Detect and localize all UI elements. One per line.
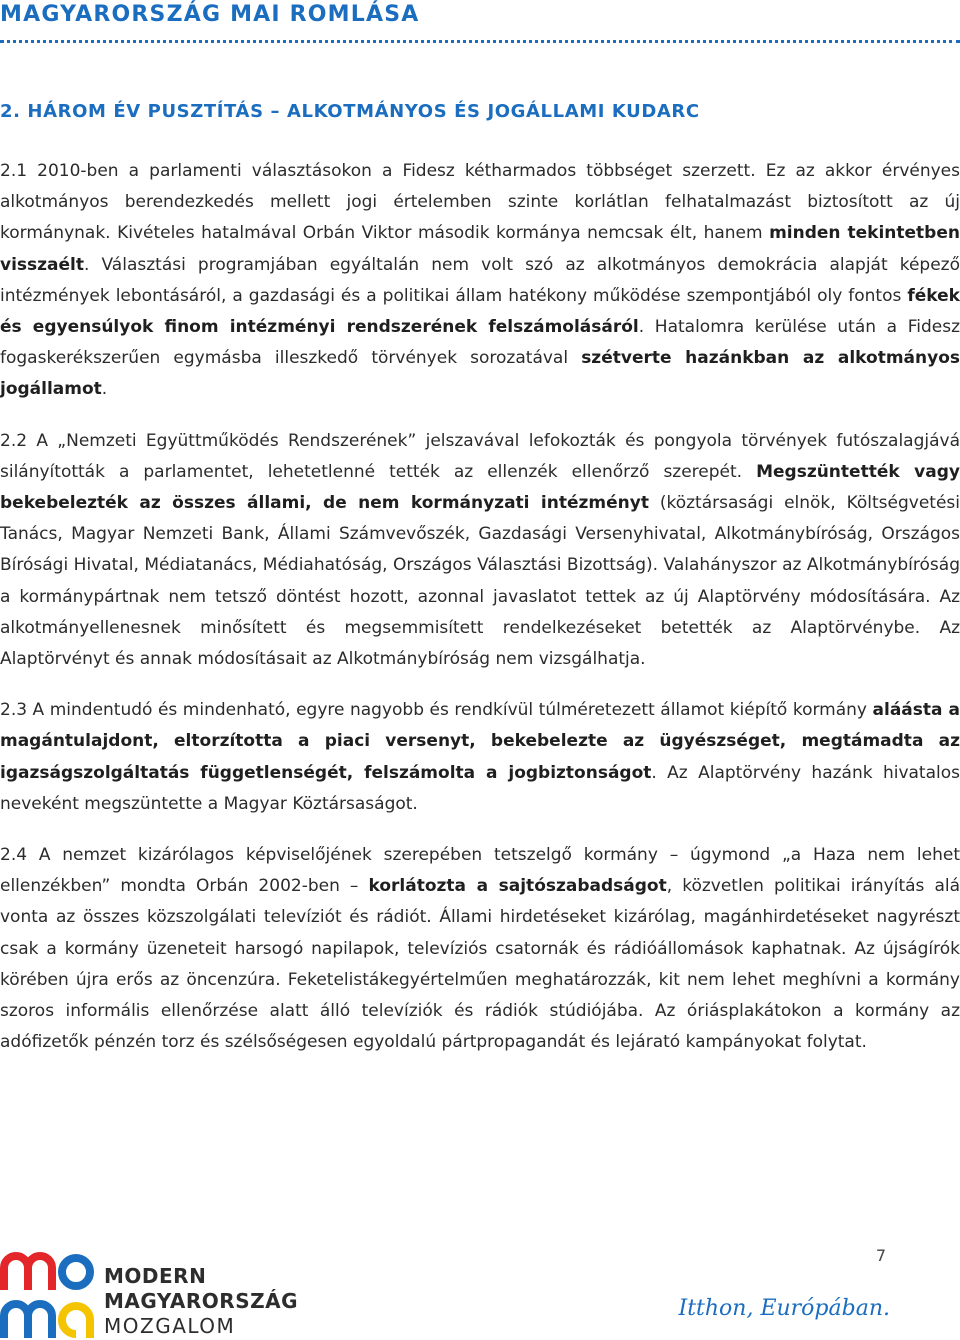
logo-line-mozgalom: MOZGALOM (104, 1314, 236, 1338)
emphasis-text: fékek és egyensúlyok finom intézményi rendszerének felszámolásáról (0, 285, 960, 338)
emphasis-text: szétverte hazánkban az alkotmányos jogállamot (0, 348, 960, 400)
emphasis-text: Megszüntették vagy bekebelezték az összes állami, de nem kormányzati intézményt (0, 461, 960, 514)
section-title: 2. HÁROM ÉV PUSZTÍTÁS – ALKOTMÁNYOS ÉS JOGÁLLAMI KUDARC (0, 101, 700, 122)
body-text-run: . Az Alaptörvény hazánk hivatalos neveként megszüntette a Magyar Köztársaságot. (0, 762, 960, 814)
body-text-run: 2.3 A mindentudó és mindenható, egyre nagyobb és rendkívül túlméretezett államot kiépítő kormány (0, 700, 873, 721)
body-text-run: 2.2 A „Nemzeti Együttműködés Rendszerének” jelszavával lefokozták és pongyola törvények futószalagjává silányították a parlamentet, lehetetlenné tették az ellenzék ellenőrző szerepét. (0, 430, 960, 482)
emphasis-text: minden tekintetben visszaélt (0, 223, 960, 275)
momentum-logo-icon (0, 1250, 96, 1340)
logo-wordmark (104, 1264, 298, 1339)
paragraph-2-2 (0, 426, 960, 676)
body-text-run: 2.1 2010-ben a parlamenti választásokon a Fidesz kétharmados többséget szerzett. Ez az akkor érvényes alkotmányos berendezkedés mellett jogi értelemben szinte korlátlan felhatalmazást biztosított az új kormánynak. Kivételes hatalmával Orbán Viktor második kormánya nemcsak élt, hanem (0, 161, 960, 244)
paragraph-2-1 (0, 156, 960, 406)
paragraph-2-4 (0, 840, 960, 1058)
page-header-title: MAGYARORSZÁG MAI ROMLÁSA (0, 2, 420, 27)
body-text-run: . Hatalomra kerülése után a Fidesz fogaskerékszerűen egymásba illeszkedő törvények sorozatával (0, 317, 960, 369)
body-text-run: , közvetlen politikai irányítás alá vonta az összes közszolgálati televíziót és rádiót. Állami hirdetéseket kizárólag, magánhirdetéseket nagyrészt csak a kormány üzeneteit harsogó napilapok, televíziós csatornák és rádióállomások kaphatnak. Az újságírók körében újra erős az öncenzúra. Feketelistákegyértelműen meghatározzák, kit nem lehet meghívni a kormány szoros informális ellenőrzése alatt álló televíziók és rádiók stúdiójába. Az óriásplakátokon a kormány az adófizetők pénzén torz és szélsőségesen egyoldalú pártpropagandát és lejárató kampányokat folytat. (0, 876, 960, 1053)
body-text-run: 2.4 A nemzet kizárólagos képviselőjének szerepében tetszelgő kormány – úgymond „a Haza nem lehet ellenzékben” mondta Orbán 2002-ben – (0, 845, 960, 897)
paragraph-2-3 (0, 695, 960, 820)
page-number: 7 (875, 1246, 886, 1265)
page-footer (0, 1240, 960, 1340)
emphasis-text: korlátozta a sajtószabadságot (368, 876, 667, 897)
body-text-run: . Választási programjában egyáltalán nem volt szó az alkotmányos demokrácia alapját képező intézmények lebontásáról, a gazdasági és a politikai állam hatékony működése szempontjából oly fontos (0, 254, 960, 306)
body-text-run: (köztársasági elnök, Költségvetési Tanács, Magyar Nemzeti Bank, Állami Számvevőszék, Gazdasági Versenyhivatal, Alkotmánybíróság, Országos Bírósági Hivatal, Médiatanács, Médiahatóság, Országos Választási Bizottság). Valahányszor az Alkotmánybíróság a kormánypártnak nem tetsző döntést hozott, azonnal javaslatot tettek az új Alaptörvény módosítására. Az alkotmányellenesnek minősített és megsemmisített rendelkezéseket betették az Alaptörvénybe. Az Alaptörvényt és annak módosításait az Alkotmánybíróság nem vizsgálhatja. (0, 493, 960, 670)
body-text-run: . (101, 379, 108, 400)
body-text (0, 156, 960, 1078)
logo-line-magyarorszag: MAGYARORSZÁG (104, 1289, 299, 1313)
header-dotted-rule (0, 40, 960, 43)
logo-line-modern: MODERN (104, 1264, 207, 1288)
emphasis-text: aláásta a magántulajdont, eltorzította a piaci versenyt, bekebelezte az ügyészséget, megtámadta az igazságszolgáltatás függetlenségét, felszámolta a jogbiztonságot (0, 700, 960, 783)
slogan: Itthon, Európában. (678, 1296, 890, 1321)
